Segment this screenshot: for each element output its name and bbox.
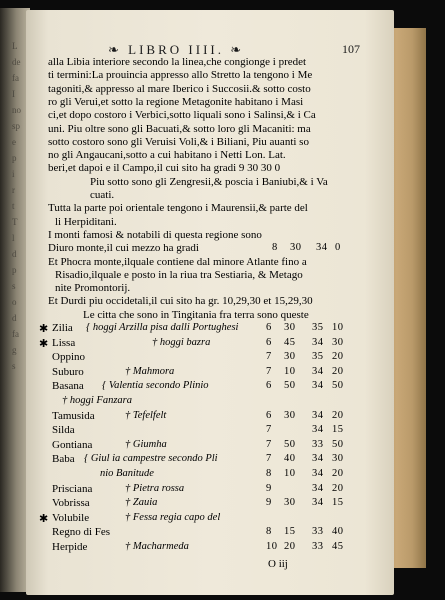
coordinate-value: 6 [266, 409, 272, 421]
asterisk-marker-icon: ✱ [39, 512, 49, 525]
coordinate-value: 50 [284, 380, 296, 392]
coordinate-value: 34 [312, 482, 324, 494]
coordinate-value: 34 [312, 468, 324, 479]
city-name: Suburo [52, 365, 84, 378]
coordinate-value: 8 [266, 526, 272, 538]
modern-name: { Giul ia campestre secondo Pli [84, 453, 218, 465]
body-line: Tutta la parte poi orientale tengono i Maurensii,& parte del [48, 202, 308, 215]
left-edge-fragment: r [12, 185, 15, 195]
city-name: Oppino [52, 351, 85, 364]
coordinate-value: 30 [284, 409, 296, 421]
left-edge-fragment: s [12, 281, 16, 291]
coordinate-value: 20 [332, 468, 344, 479]
coordinate-value: 50 [332, 380, 344, 392]
left-edge-fragment: e [12, 137, 16, 147]
coordinate-value: 20 [332, 482, 344, 494]
left-edge-fragment: fa [12, 73, 19, 83]
city-name: Basana [52, 380, 84, 393]
coordinate-value: 45 [332, 541, 344, 552]
city-name: Herpide [52, 541, 88, 553]
body-line: uni. Piu oltre sono gli Bacuati,& sotto loro gli Macaniti: ma [48, 122, 311, 135]
fleuron-right-icon: ❧ [223, 42, 245, 57]
coordinate-value: 20 [284, 541, 296, 552]
city-name: Vobrissa [52, 497, 90, 510]
coordinate-value: 10 [266, 541, 278, 552]
coordinate-value: 6 [266, 380, 272, 392]
city-name: Silda [52, 424, 75, 437]
left-edge-fragment: i [12, 169, 15, 179]
body-line: nite Promontorij. [55, 282, 131, 295]
left-edge-fragment: o [12, 297, 17, 307]
body-line: li Herpiditani. [55, 215, 117, 228]
coordinate-value: 30 [284, 322, 296, 333]
coordinate-value: 20 [332, 409, 344, 421]
coordinate-value: 0 [335, 242, 341, 254]
left-edge-fragment: p [12, 265, 17, 275]
coordinate-value: 34 [312, 336, 324, 348]
city-name: Regno di Fes [52, 526, 111, 539]
coordinate-value: 15 [332, 497, 344, 509]
asterisk-marker-icon: ✱ [39, 337, 49, 350]
city-name: Gontiana [52, 438, 93, 451]
city-name: Tamusida [52, 409, 95, 422]
body-line: no gli Angaucani,sotto a cui habitano i Netti Lon. Lat. [48, 149, 286, 162]
city-name: Zilia [52, 322, 73, 334]
left-edge-fragment: s [12, 361, 16, 371]
left-edge-fragment: no [12, 105, 21, 115]
coordinate-value: 10 [332, 322, 344, 333]
coordinate-value: 34 [316, 242, 328, 254]
modern-name: † Pietra rossa [125, 482, 185, 494]
left-edge-fragment: p [12, 153, 17, 163]
body-line: Risadio,ilquale e posto in la riua tra Sestiaria, & Metago [55, 268, 303, 281]
coordinate-value: 9 [266, 482, 272, 494]
body-line: ti termini:La prouincia appresso allo Stretto la tengono i Me [48, 69, 313, 82]
modern-name: † Fessa regia capo del [125, 511, 221, 523]
coordinate-value: 34 [312, 365, 324, 377]
modern-name: nio Banitude [100, 468, 154, 479]
coordinate-value: 8 [272, 242, 278, 254]
city-name: Baba [52, 453, 75, 466]
body-line: Le citta che sono in Tingitania fra terra sono queste [83, 308, 309, 321]
coordinate-value: 8 [266, 468, 272, 479]
body-line: Et Phocra monte,ilquale contiene dal minore Atlante fino a [48, 255, 307, 268]
left-edge-fragment: g [12, 345, 17, 355]
modern-name: { hoggi Arzilla pisa dalli Portughesi [86, 322, 239, 333]
coordinate-value: 15 [284, 526, 296, 538]
body-line: ro gli Verui,et sotto la regione Metagonite habitano i Masi [48, 95, 304, 108]
coordinate-value: 40 [332, 526, 344, 538]
body-line: ci,et dopo costoro i Verbici,sotto liquali sono i Salinsi,& i Ca [48, 109, 316, 122]
coordinate-value: 10 [284, 468, 296, 479]
modern-name: † Zauia [125, 497, 158, 509]
signature-mark: O iij [268, 557, 288, 570]
coordinate-value: 34 [312, 453, 324, 465]
coordinate-value: 50 [332, 438, 344, 450]
coordinate-value: 30 [284, 351, 296, 363]
left-edge-fragment: l [12, 233, 15, 243]
body-line: cuati. [90, 189, 115, 201]
book-title: LIBRO IIII. [128, 42, 224, 57]
coordinate-value: 34 [312, 380, 324, 392]
coordinate-value: 45 [284, 336, 296, 348]
body-line: Piu sotto sono gli Zengresii,& poscia i Baniubi,& i Va [90, 175, 328, 188]
coordinate-value: 30 [332, 453, 344, 465]
left-edge-fragment: d [12, 249, 17, 259]
modern-name: † Giumha [125, 438, 167, 450]
coordinate-value: 34 [312, 497, 324, 509]
coordinate-value: 7 [266, 351, 272, 363]
coordinate-value: 7 [266, 424, 272, 436]
coordinate-value: 6 [266, 336, 272, 348]
body-line: beri,et dapoi e il Campo,il cui sito ha gradi 9 30 30 0 [48, 162, 281, 175]
body-line: sotto costoro sono gli Veruisi Voli,& i Biliani, Piu auanti so [48, 135, 309, 148]
coordinate-value: 50 [284, 438, 296, 450]
asterisk-marker-icon: ✱ [39, 323, 49, 335]
modern-name: { Valentia secondo Plinio [102, 380, 209, 392]
coordinate-value: 7 [266, 438, 272, 450]
body-line: tagoniti,& appresso al mare Iberico i Succosii.& sotto costo [48, 82, 311, 95]
body-line: Et Durdi piu occidetali,il cui sito ha gr. 10,29,30 et 15,29,30 [48, 295, 313, 308]
coordinate-value: 35 [312, 351, 324, 363]
coordinate-value: 15 [332, 424, 344, 436]
coordinate-value: 20 [332, 351, 344, 363]
coordinate-value: 30 [284, 497, 296, 509]
left-edge-fragment: T [12, 217, 18, 227]
coordinate-value: 33 [312, 541, 324, 552]
coordinate-value: 7 [266, 365, 272, 377]
body-line: alla Libia interiore secondo la linea,che congionge i predet [48, 56, 307, 68]
left-edge-fragment: de [12, 57, 21, 67]
city-name: Prisciana [52, 482, 93, 495]
coordinate-value: 7 [266, 453, 272, 465]
modern-name: † Mahmora [125, 365, 175, 377]
coordinate-value: 40 [284, 453, 296, 465]
coordinate-value: 33 [312, 438, 324, 450]
coordinate-value: 6 [266, 322, 272, 333]
left-edge-fragment: sp [12, 121, 21, 131]
left-edge-fragment: L [12, 41, 18, 51]
modern-name: † Macharmeda [125, 541, 189, 552]
modern-name: † hoggi Fanzara [62, 395, 133, 406]
modern-name: † Tefelfelt [125, 409, 167, 421]
coordinate-value: 34 [312, 424, 324, 436]
left-edge-fragment: t [12, 201, 15, 211]
page-number: 107 [342, 42, 360, 56]
coordinate-value: 20 [332, 365, 344, 377]
coordinate-value: 34 [312, 409, 324, 421]
coordinate-value: 33 [312, 526, 324, 538]
fleuron-left-icon: ❧ [108, 42, 129, 57]
left-edge-fragment: d [12, 313, 17, 323]
coordinate-value: 30 [290, 242, 302, 254]
body-line: Diuro monte,il cui mezzo ha gradi [48, 242, 199, 255]
coordinate-value: 30 [332, 336, 344, 348]
city-name: Lissa [52, 336, 76, 349]
body-line: I monti famosi & notabili di questa regione sono [48, 228, 262, 241]
coordinate-value: 9 [266, 497, 272, 509]
modern-name: † hoggi bazra [152, 336, 211, 348]
coordinate-value: 35 [312, 322, 324, 333]
left-edge-fragment: fa [12, 329, 19, 339]
coordinate-value: 10 [284, 365, 296, 377]
city-name: Volubile [52, 511, 90, 524]
left-edge-fragment: I [12, 89, 15, 99]
